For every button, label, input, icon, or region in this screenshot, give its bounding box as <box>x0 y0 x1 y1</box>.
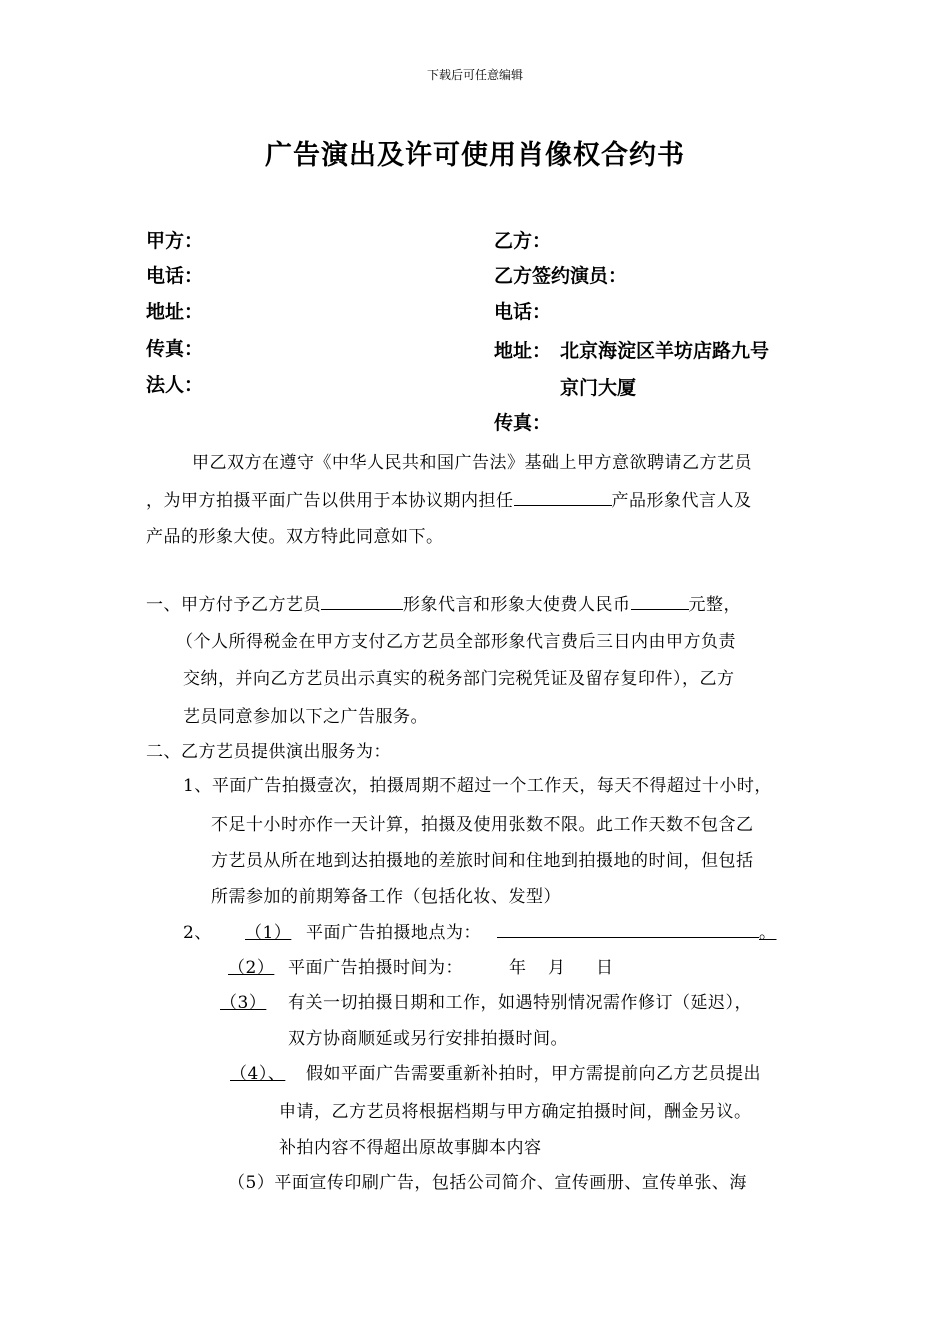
party-b-actor-label: 乙方签约演员： <box>494 265 628 287</box>
clause2-item1-line1: 1、平面广告拍摄壹次，拍摄周期不超过一个工作天，每天不得超过十小时， <box>183 776 772 796</box>
sub2-month: 月 <box>548 958 566 978</box>
sub3-line1: 有关一切拍摄日期和工作，如遇特别情况需作修订（延迟）， <box>288 993 752 1013</box>
sub4-mark: （4）、 <box>230 1064 286 1084</box>
sub3-mark: （3） <box>220 993 267 1013</box>
spokesperson-product-blank <box>514 487 612 506</box>
party-a-legal-label: 法人： <box>146 374 204 396</box>
clause2-item1-line4: 所需参加的前期筹备工作（包括化妆、发型） <box>211 887 561 907</box>
clause1-line1 <box>146 590 741 615</box>
sub1-text: 平面广告拍摄地点为： <box>306 923 481 943</box>
clause1-part-b: 形象代言和形象大使费人民币 <box>403 595 631 615</box>
party-b-fax-label: 传真： <box>494 412 552 434</box>
intro-line1: 甲乙双方在遵守《中华人民共和国广告法》基础上甲方意欲聘请乙方艺员 <box>192 453 752 473</box>
sub2-year: 年 <box>509 958 527 978</box>
clause1-part-c: 元整， <box>688 595 741 615</box>
party-a-phone-label: 电话： <box>146 265 204 287</box>
sub5-line1: （5）平面宣传印刷广告，包括公司简介、宣传画册、宣传单张、海 <box>228 1173 747 1193</box>
fee-amount-blank <box>631 591 689 610</box>
sub4-line3: 补拍内容不得超出原故事脚本内容 <box>279 1138 542 1158</box>
sub2-day: 日 <box>596 958 614 978</box>
party-a-fax-label: 传真： <box>146 338 204 360</box>
artist-name-blank <box>321 591 403 610</box>
sub2-text: 平面广告拍摄时间为： <box>288 958 463 978</box>
document-title: 广告演出及许可使用肖像权合约书 <box>265 140 685 171</box>
intro-line3: 产品的形象大使。双方特此同意如下。 <box>146 527 444 547</box>
location-blank-line <box>497 918 777 943</box>
sub1-mark: （1） <box>245 923 292 943</box>
party-a-name-label: 甲方： <box>146 230 204 252</box>
clause1-line3: 交纳，并向乙方艺员出示真实的税务部门完税凭证及留存复印件），乙方 <box>183 669 735 689</box>
party-b-address-label: 地址： <box>494 340 552 362</box>
sub4-line2: 申请，乙方艺员将根据档期与甲方确定拍摄时间，酬金另议。 <box>279 1102 752 1122</box>
intro-line2-start: ，为甲方拍摄平面广告以供用于本协议期内担任 <box>146 491 514 511</box>
clause1-line4: 艺员同意参加以下之广告服务。 <box>183 707 428 727</box>
sub2-mark: （2） <box>228 958 275 978</box>
location-blank <box>497 919 759 938</box>
clause2-heading: 二、乙方艺员提供演出服务为： <box>146 742 391 762</box>
intro-line2 <box>146 486 752 511</box>
party-b-phone-label: 电话： <box>494 301 552 323</box>
party-b-address-line2: 京门大厦 <box>560 377 637 399</box>
sub4-line1: 假如平面广告需要重新补拍时，甲方需提前向乙方艺员提出 <box>306 1064 761 1084</box>
intro-line2-end: 产品形象代言人及 <box>611 491 752 511</box>
party-b-address-line1: 北京海淀区羊坊店路九号 <box>560 340 770 362</box>
party-a-address-label: 地址： <box>146 301 204 323</box>
sub3-line2: 双方协商顺延或另行安排拍摄时间。 <box>288 1029 568 1049</box>
header-note: 下载后可任意编辑 <box>426 68 523 82</box>
clause1-part-a: 一、甲方付予乙方艺员 <box>146 595 321 615</box>
clause2-item2-number: 2、 <box>183 923 212 943</box>
sub1-end: 。 <box>759 923 777 943</box>
clause1-line2: （个人所得税金在甲方支付乙方艺员全部形象代言费后三日内由甲方负责 <box>176 632 736 652</box>
clause2-item1-line2: 不足十小时亦作一天计算，拍摄及使用张数不限。此工作天数不包含乙 <box>211 815 754 835</box>
clause2-item1-line3: 方艺员从所在地到达拍摄地的差旅时间和住地到拍摄地的时间，但包括 <box>211 851 754 871</box>
party-b-name-label: 乙方： <box>494 230 552 252</box>
